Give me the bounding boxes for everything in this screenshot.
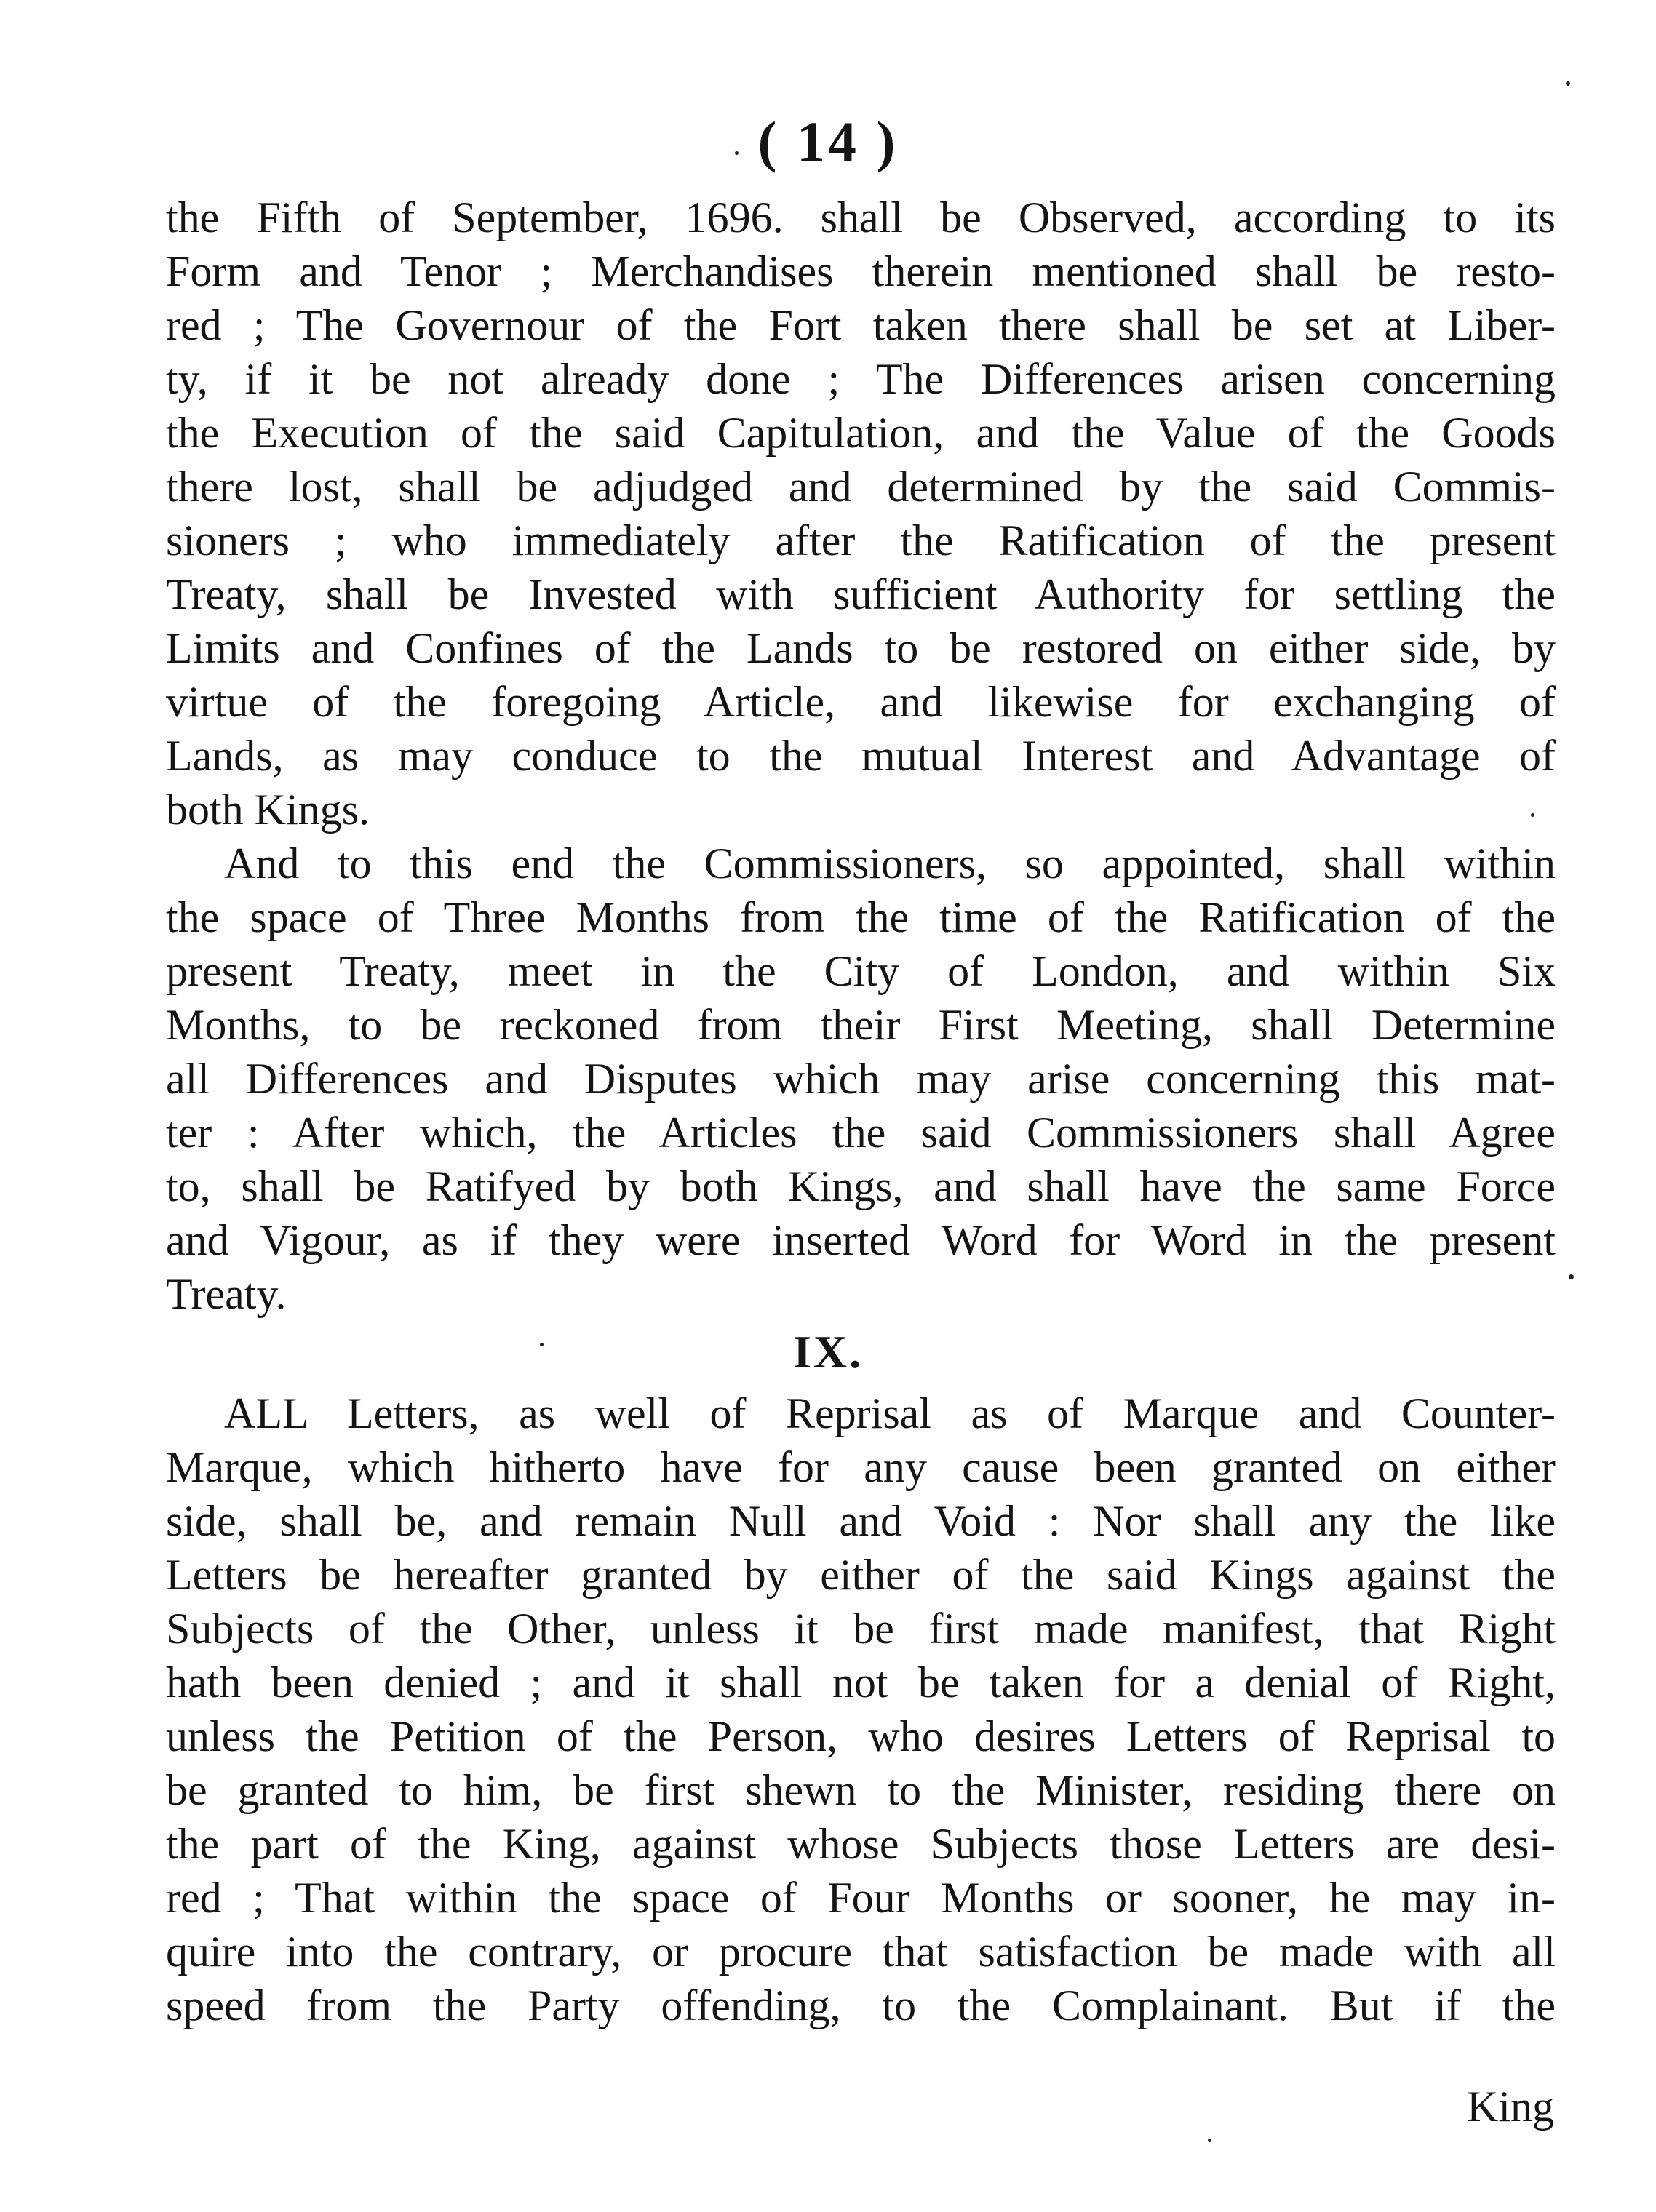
text-line: virtue of the foregoing Article, and likewise for exchanging of <box>166 678 1556 726</box>
commissioners-paragraph <box>166 837 1556 1321</box>
text-line: hath been denied ; and it shall not be taken for a denial of Right, <box>166 1658 1556 1706</box>
text-line: the space of Three Months from the time of the Ratification of the <box>166 893 1556 941</box>
text-line: the part of the King, against whose Subjects those Letters are desi- <box>166 1820 1556 1868</box>
scan-speck <box>1569 1274 1574 1279</box>
page-number: ( 14 ) <box>757 110 899 173</box>
text-line: Limits and Confines of the Lands to be restored on either side, by <box>166 624 1556 672</box>
text-line: ty, if it be not already done ; The Differences arisen concerning <box>166 355 1556 403</box>
continuation-paragraph <box>166 191 1556 837</box>
text-line: quire into the contrary, or procure that satisfaction be made with all <box>166 1928 1556 1976</box>
text-line: Letters be hereafter granted by either of the said Kings against the <box>166 1551 1556 1599</box>
text-line: And to this end the Commissioners, so appointed, shall within <box>224 839 1556 887</box>
text-line: sioners ; who immediately after the Ratification of the present <box>166 516 1556 564</box>
text-line: red ; The Governour of the Fort taken there shall be set at Liber- <box>166 301 1556 349</box>
text-line: the Execution of the said Capitulation, and the Value of the Goods <box>166 409 1556 457</box>
text-line: the Fifth of September, 1696. shall be Observed, according to its <box>166 193 1556 241</box>
catchword: King <box>1467 2083 1554 2131</box>
text-line: ter : After which, the Articles the said Commissioners shall Agree <box>166 1109 1556 1157</box>
text-line: all Differences and Disputes which may arise concerning this mat- <box>166 1055 1556 1103</box>
text-line: to, shall be Ratifyed by both Kings, and shall have the same Force <box>166 1162 1556 1210</box>
scan-speck <box>1208 2139 1211 2142</box>
scan-speck <box>540 1343 544 1346</box>
text-line: present Treaty, meet in the City of London, and within Six <box>166 947 1556 995</box>
text-line: unless the Petition of the Person, who desires Letters of Reprisal to <box>166 1712 1556 1760</box>
text-line: Subjects of the Other, unless it be first made manifest, that Right <box>166 1605 1556 1653</box>
text-line: Treaty, shall be Invested with sufficient Authority for settling the <box>166 570 1556 618</box>
text-line: Form and Tenor ; Merchandises therein mentioned shall be resto- <box>166 247 1556 295</box>
text-line: Treaty. <box>166 1270 287 1318</box>
text-line: red ; That within the space of Four Months or sooner, he may in- <box>166 1874 1556 1922</box>
text-line: there lost, shall be adjudged and determined by the said Commis- <box>166 463 1556 511</box>
text-line: Months, to be reckoned from their First Meeting, shall Determine <box>166 1001 1556 1049</box>
text-line: Marque, which hitherto have for any cause been granted on either <box>166 1443 1556 1491</box>
text-line: and Vigour, as if they were inserted Word for Word in the present <box>166 1216 1556 1264</box>
article-heading: IX. <box>792 1326 864 1378</box>
text-line: ALL Letters, as well of Reprisal as of Marque and Counter- <box>224 1389 1556 1437</box>
text-line: Lands, as may conduce to the mutual Interest and Advantage of <box>166 732 1556 780</box>
scan-speck <box>1566 81 1570 86</box>
text-line: speed from the Party offending, to the Complainant. But if the <box>166 1981 1556 2029</box>
text-line: side, shall be, and remain Null and Void : Nor shall any the like <box>166 1497 1556 1545</box>
text-line: be granted to him, be first shewn to the Minister, residing there on <box>166 1766 1556 1814</box>
scan-speck <box>735 151 739 155</box>
scan-speck <box>1531 813 1534 817</box>
article-ix-paragraph <box>166 1386 1556 2032</box>
text-line: both Kings. <box>166 786 370 834</box>
